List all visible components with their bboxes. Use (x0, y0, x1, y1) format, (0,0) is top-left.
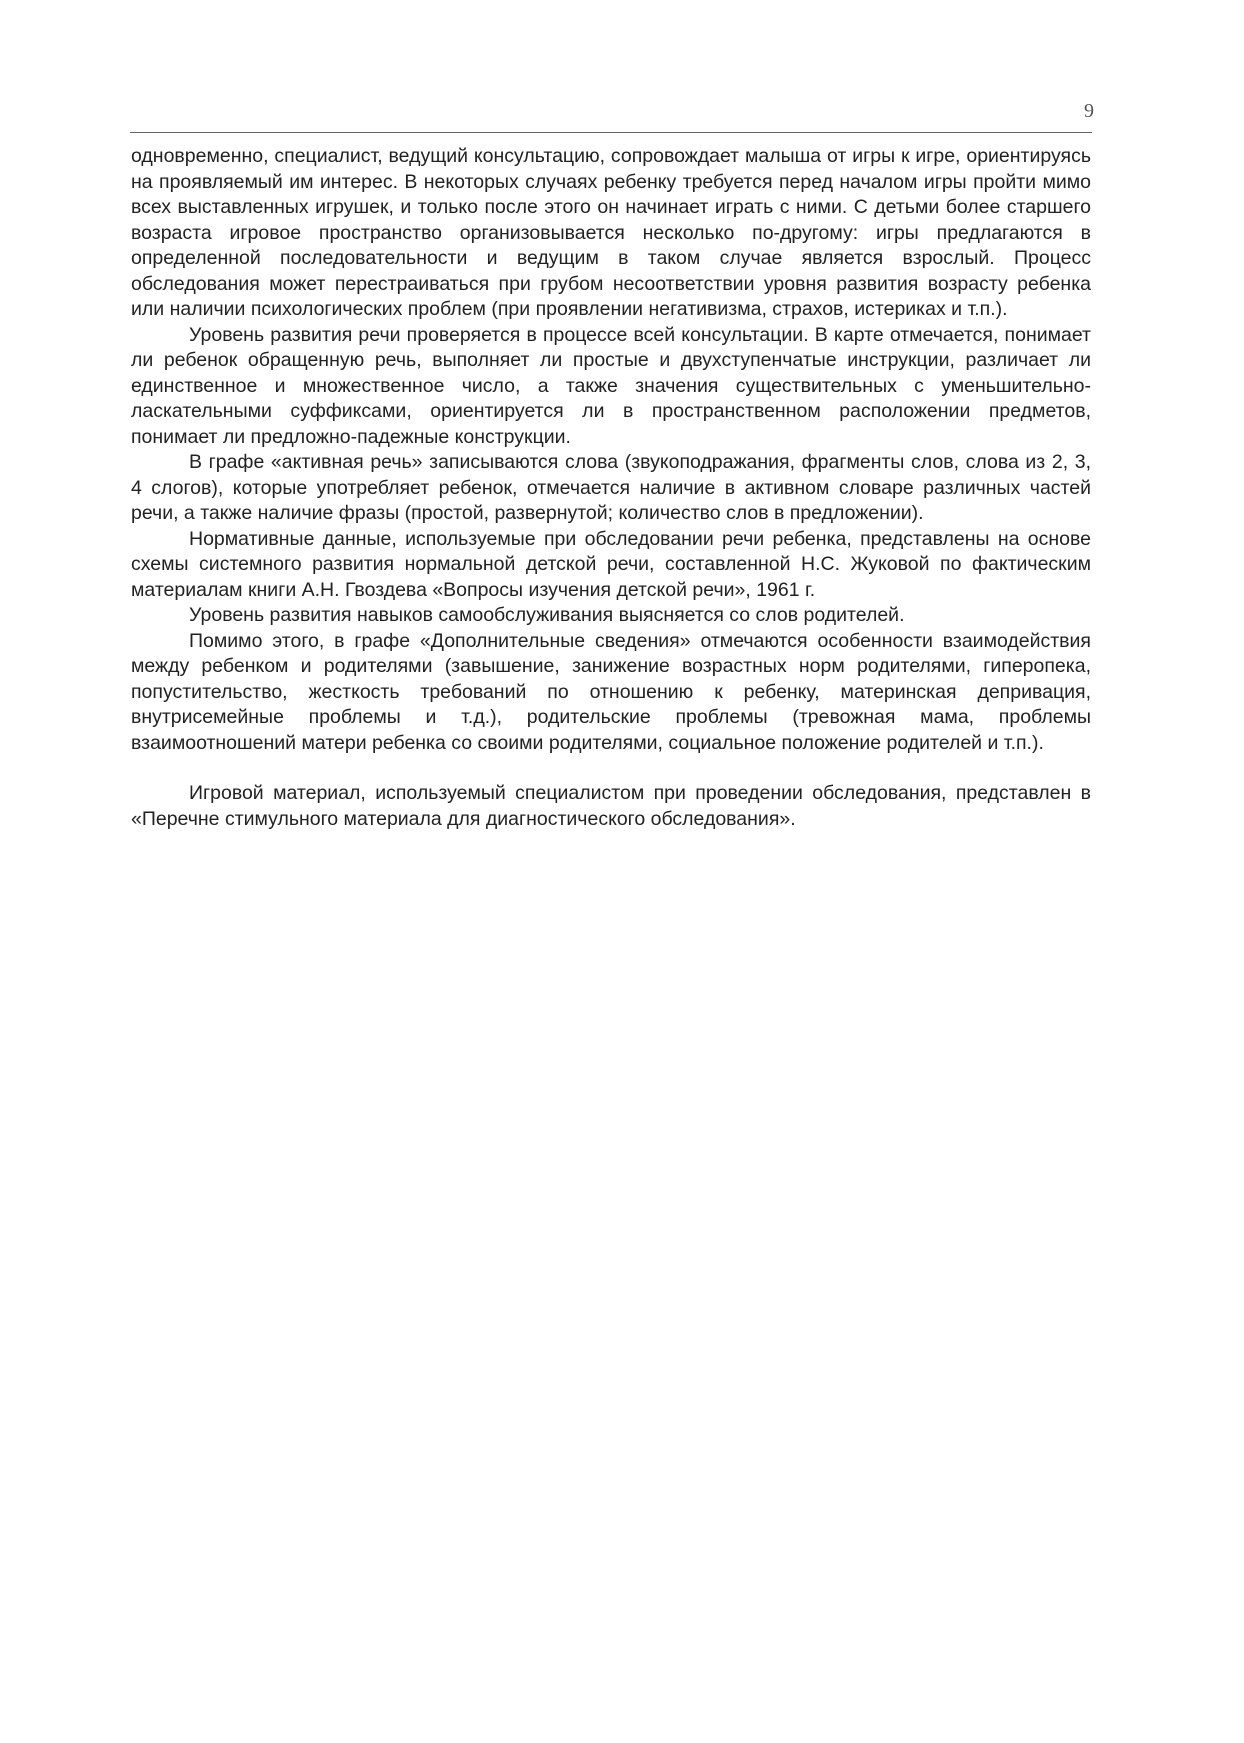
text-body (131, 144, 1091, 832)
paragraph-6: Помимо этого, в графе «Дополнительные сведения» отмечаются особенности взаимодействия между ребенком и родителями (завышение, занижение возрастных норм родителями, гиперопека, попустительство, жесткость требований по отношению к ребенку, материнская депривация, внутрисемейные проблемы и т.д.), родительские проблемы (тревожная мама, проблемы взаимоотношений матери ребенка со своими родителями, социальное положение родителей и т.п.). (131, 629, 1091, 754)
paragraph-1: одновременно, специалист, ведущий консультацию, сопровождает малыша от игры к игре, ориентируясь на проявляемый им интерес. В некоторых случаях ребенку требуется перед началом игры пройти мимо всех выставленных игрушек, и только после этого он начинает играть с ними. С детьми более старшего возраста игровое пространство организовывается несколько по-другому: игры предлагаются в определенной последовательности и ведущим в таком случае является взрослый. Процесс обследования может перестраиваться при грубом несоответствии уровня развития возрасту ребенка или наличии психологических проблем (при проявлении негативизма, страхов, истериках и т.п.). (131, 145, 1091, 320)
header-rule (130, 132, 1092, 133)
paragraph-5: Уровень развития навыков самообслуживания выясняется со слов родителей. (189, 604, 905, 626)
paragraph-7: Игровой материал, используемый специалистом при проведении обследования, представлен в «Перечне стимульного материала для диагностического обследования». (131, 782, 1091, 830)
paragraph-3: В графе «активная речь» записываются слова (звукоподражания, фрагменты слов, слова из 2, 3, 4 слогов), которые употребляет ребенок, отмечается наличие в активном словаре различных частей речи, а также наличие фразы (простой, развернутой; количество слов в предложении). (131, 451, 1091, 524)
paragraph-2: Уровень развития речи проверяется в процессе всей консультации. В карте отмечается, понимает ли ребенок обращенную речь, выполняет ли простые и двухступенчатые инструкции, различает ли единственное и множественное число, а также значения существительных с уменьшительно-ласкательными суффиксами, ориентируется ли в пространственном расположении предметов, понимает ли предложно-падежные конструкции. (131, 323, 1091, 448)
page-number: 9 (1084, 100, 1094, 122)
paragraph-4: Нормативные данные, используемые при обследовании речи ребенка, представлены на основе схемы системного развития нормальной детской речи, составленной Н.С. Жуковой по фактическим материалам книги А.Н. Гвоздева «Вопросы изучения детской речи», 1961 г. (131, 527, 1091, 601)
